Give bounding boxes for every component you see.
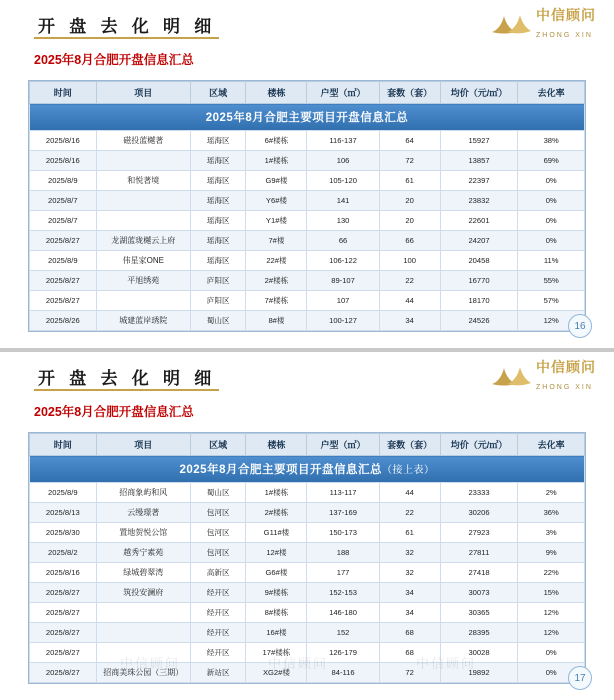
cell-building: 17#楼栋 <box>246 643 307 663</box>
cell-district: 庐阳区 <box>190 291 246 311</box>
cell-sell-rate: 11% <box>518 251 585 271</box>
cell-building: 7#楼 <box>246 231 307 251</box>
cell-price: 22601 <box>440 211 518 231</box>
cell-building: 7#楼栋 <box>246 291 307 311</box>
cell-district: 经开区 <box>190 583 246 603</box>
table-row <box>30 503 585 523</box>
cell-unit-type: 105-120 <box>307 171 379 191</box>
cell-price: 23333 <box>440 483 518 503</box>
cell-district: 蜀山区 <box>190 311 246 331</box>
cell-units: 64 <box>379 131 440 151</box>
table-header-row <box>30 82 585 104</box>
cell-building: G11#楼 <box>246 523 307 543</box>
cell-time: 2025/8/27 <box>30 643 97 663</box>
cell-unit-type: 137-169 <box>307 503 379 523</box>
title-divider <box>34 389 219 391</box>
cell-project: 和悦著境 <box>96 171 190 191</box>
cell-time: 2025/8/2 <box>30 543 97 563</box>
cell-sell-rate: 69% <box>518 151 585 171</box>
cell-district: 高新区 <box>190 563 246 583</box>
cell-sell-rate: 9% <box>518 543 585 563</box>
cell-district: 新站区 <box>190 663 246 683</box>
cell-time: 2025/8/9 <box>30 251 97 271</box>
cell-sell-rate: 0% <box>518 663 585 683</box>
col-building: 楼栋 <box>246 434 307 456</box>
data-table-container <box>28 80 586 332</box>
table-row <box>30 603 585 623</box>
cell-project: 绿城碧翠湾 <box>96 563 190 583</box>
cell-time: 2025/8/27 <box>30 583 97 603</box>
table-row <box>30 583 585 603</box>
col-units: 套数（套） <box>379 434 440 456</box>
cell-units: 20 <box>379 211 440 231</box>
cell-project: 平旭绣苑 <box>96 271 190 291</box>
cell-project: 招商美珠公园（三期） <box>96 663 190 683</box>
cell-price: 28395 <box>440 623 518 643</box>
cell-time: 2025/8/27 <box>30 271 97 291</box>
cell-time: 2025/8/27 <box>30 231 97 251</box>
cell-building: 1#楼栋 <box>246 483 307 503</box>
cell-price: 20458 <box>440 251 518 271</box>
open-sales-table-2 <box>29 433 585 683</box>
brand-name-cn: 中信顾问 <box>536 361 596 376</box>
cell-units: 68 <box>379 623 440 643</box>
col-time: 时间 <box>30 434 97 456</box>
cell-time: 2025/8/27 <box>30 663 97 683</box>
brand-logo <box>488 8 596 42</box>
cell-units: 100 <box>379 251 440 271</box>
cell-price: 30028 <box>440 643 518 663</box>
col-unit-type: 户型（㎡） <box>307 434 379 456</box>
cell-building: 8#楼栋 <box>246 603 307 623</box>
brand-logo <box>488 360 596 394</box>
cell-price: 27923 <box>440 523 518 543</box>
cell-time: 2025/8/27 <box>30 291 97 311</box>
cell-sell-rate: 0% <box>518 231 585 251</box>
table-row <box>30 251 585 271</box>
col-time: 时间 <box>30 82 97 104</box>
table-row <box>30 663 585 683</box>
cell-building: 8#楼 <box>246 311 307 331</box>
cell-sell-rate: 0% <box>518 211 585 231</box>
table-row <box>30 291 585 311</box>
cell-unit-type: 126-179 <box>307 643 379 663</box>
cell-district: 瑶海区 <box>190 191 246 211</box>
page-title: 开 盘 去 化 明 细 <box>38 17 217 36</box>
cell-sell-rate: 15% <box>518 583 585 603</box>
cell-district: 经开区 <box>190 623 246 643</box>
cell-district: 蜀山区 <box>190 483 246 503</box>
slide-header <box>0 352 614 398</box>
cell-time: 2025/8/16 <box>30 563 97 583</box>
cell-sell-rate: 3% <box>518 523 585 543</box>
zhongxin-flame-logo-icon <box>488 12 532 38</box>
table-row <box>30 623 585 643</box>
cell-project <box>96 623 190 643</box>
table-title-suffix: （接上表） <box>381 465 435 476</box>
page-number-badge: 16 <box>568 314 592 338</box>
cell-sell-rate: 57% <box>518 291 585 311</box>
table-row <box>30 151 585 171</box>
cell-district: 经开区 <box>190 603 246 623</box>
col-district: 区域 <box>190 434 246 456</box>
table-title-row <box>30 456 585 483</box>
cell-district: 包河区 <box>190 543 246 563</box>
cell-units: 34 <box>379 311 440 331</box>
cell-project: 置地贺悦公馆 <box>96 523 190 543</box>
cell-unit-type: 188 <box>307 543 379 563</box>
cell-price: 23832 <box>440 191 518 211</box>
cell-unit-type: 116-137 <box>307 131 379 151</box>
cell-project <box>96 291 190 311</box>
table-title: 2025年8月合肥主要项目开盘信息汇总 <box>179 464 382 476</box>
table-row <box>30 271 585 291</box>
cell-district: 经开区 <box>190 643 246 663</box>
cell-project <box>96 643 190 663</box>
cell-sell-rate: 38% <box>518 131 585 151</box>
cell-time: 2025/8/7 <box>30 211 97 231</box>
cell-building: 6#楼栋 <box>246 131 307 151</box>
cell-building: Y1#楼 <box>246 211 307 231</box>
cell-price: 13857 <box>440 151 518 171</box>
cell-project: 筑投安澜府 <box>96 583 190 603</box>
cell-units: 34 <box>379 583 440 603</box>
cell-price: 19892 <box>440 663 518 683</box>
cell-project: 城建蓝岸琇院 <box>96 311 190 331</box>
cell-price: 24526 <box>440 311 518 331</box>
cell-sell-rate: 12% <box>518 623 585 643</box>
title-divider <box>34 37 219 39</box>
table-row <box>30 563 585 583</box>
cell-time: 2025/8/9 <box>30 483 97 503</box>
cell-building: 9#楼栋 <box>246 583 307 603</box>
brand-name-en: ZHONG XIN <box>536 31 593 39</box>
table-title: 2025年8月合肥主要项目开盘信息汇总 <box>205 112 409 124</box>
col-sell-rate: 去化率 <box>518 82 585 104</box>
cell-project: 龙湖蓝珑樾云上府 <box>96 231 190 251</box>
cell-unit-type: 150-173 <box>307 523 379 543</box>
cell-units: 68 <box>379 643 440 663</box>
cell-unit-type: 152 <box>307 623 379 643</box>
cell-unit-type: 113-117 <box>307 483 379 503</box>
cell-project: 越秀宁素苑 <box>96 543 190 563</box>
cell-unit-type: 177 <box>307 563 379 583</box>
cell-sell-rate: 0% <box>518 643 585 663</box>
table-row <box>30 171 585 191</box>
cell-unit-type: 89-107 <box>307 271 379 291</box>
cell-unit-type: 130 <box>307 211 379 231</box>
col-district: 区域 <box>190 82 246 104</box>
cell-units: 72 <box>379 663 440 683</box>
section-subtitle: 2025年8月合肥开盘信息汇总 <box>34 53 194 67</box>
open-sales-table-1 <box>29 81 585 331</box>
cell-sell-rate: 12% <box>518 603 585 623</box>
cell-units: 22 <box>379 503 440 523</box>
cell-building: G9#楼 <box>246 171 307 191</box>
col-project: 项目 <box>96 434 190 456</box>
cell-building: 16#楼 <box>246 623 307 643</box>
cell-price: 15927 <box>440 131 518 151</box>
cell-price: 16770 <box>440 271 518 291</box>
cell-time: 2025/8/26 <box>30 311 97 331</box>
table-row <box>30 643 585 663</box>
cell-project: 伟星家ONE <box>96 251 190 271</box>
col-building: 楼栋 <box>246 82 307 104</box>
cell-district: 瑶海区 <box>190 151 246 171</box>
cell-units: 72 <box>379 151 440 171</box>
cell-project: 招商象屿和风 <box>96 483 190 503</box>
cell-price: 27811 <box>440 543 518 563</box>
cell-sell-rate: 0% <box>518 171 585 191</box>
cell-district: 瑶海区 <box>190 171 246 191</box>
table-row <box>30 231 585 251</box>
cell-project: 磁投蓝樾著 <box>96 131 190 151</box>
cell-units: 22 <box>379 271 440 291</box>
cell-units: 20 <box>379 191 440 211</box>
cell-building: XG2#楼 <box>246 663 307 683</box>
col-project: 项目 <box>96 82 190 104</box>
cell-district: 包河区 <box>190 503 246 523</box>
col-units: 套数（套） <box>379 82 440 104</box>
cell-units: 44 <box>379 483 440 503</box>
cell-price: 30073 <box>440 583 518 603</box>
cell-building: Y6#楼 <box>246 191 307 211</box>
cell-unit-type: 152-153 <box>307 583 379 603</box>
slide-page-16 <box>0 0 614 348</box>
table-row <box>30 543 585 563</box>
cell-unit-type: 106 <box>307 151 379 171</box>
brand-name-cn: 中信顾问 <box>536 9 596 24</box>
cell-unit-type: 146-180 <box>307 603 379 623</box>
cell-district: 瑶海区 <box>190 251 246 271</box>
cell-units: 61 <box>379 171 440 191</box>
cell-time: 2025/8/13 <box>30 503 97 523</box>
cell-units: 34 <box>379 603 440 623</box>
cell-building: 2#楼栋 <box>246 503 307 523</box>
table-title-row <box>30 104 585 131</box>
cell-time: 2025/8/9 <box>30 171 97 191</box>
zhongxin-flame-logo-icon <box>488 364 532 390</box>
cell-district: 瑶海区 <box>190 131 246 151</box>
cell-building: 2#楼栋 <box>246 271 307 291</box>
table-header-row <box>30 434 585 456</box>
cell-units: 32 <box>379 563 440 583</box>
table-row <box>30 131 585 151</box>
table-row <box>30 523 585 543</box>
cell-unit-type: 106-122 <box>307 251 379 271</box>
cell-district: 瑶海区 <box>190 211 246 231</box>
cell-sell-rate: 22% <box>518 563 585 583</box>
col-sell-rate: 去化率 <box>518 434 585 456</box>
cell-sell-rate: 12% <box>518 311 585 331</box>
table-row <box>30 311 585 331</box>
col-price: 均价（元/㎡） <box>440 82 518 104</box>
cell-project <box>96 603 190 623</box>
cell-district: 瑶海区 <box>190 231 246 251</box>
cell-unit-type: 84-116 <box>307 663 379 683</box>
cell-units: 32 <box>379 543 440 563</box>
cell-project <box>96 191 190 211</box>
cell-price: 30365 <box>440 603 518 623</box>
cell-sell-rate: 36% <box>518 503 585 523</box>
cell-sell-rate: 2% <box>518 483 585 503</box>
cell-time: 2025/8/16 <box>30 151 97 171</box>
cell-units: 44 <box>379 291 440 311</box>
cell-unit-type: 107 <box>307 291 379 311</box>
cell-project <box>96 151 190 171</box>
cell-time: 2025/8/27 <box>30 623 97 643</box>
cell-unit-type: 141 <box>307 191 379 211</box>
page-title: 开 盘 去 化 明 细 <box>38 369 217 388</box>
col-price: 均价（元/㎡） <box>440 434 518 456</box>
cell-units: 61 <box>379 523 440 543</box>
cell-units: 66 <box>379 231 440 251</box>
cell-unit-type: 100-127 <box>307 311 379 331</box>
cell-sell-rate: 55% <box>518 271 585 291</box>
page-number-badge: 17 <box>568 666 592 690</box>
cell-district: 包河区 <box>190 523 246 543</box>
table-row <box>30 191 585 211</box>
cell-price: 18170 <box>440 291 518 311</box>
cell-building: G6#楼 <box>246 563 307 583</box>
cell-unit-type: 66 <box>307 231 379 251</box>
cell-project <box>96 211 190 231</box>
slide-header <box>0 0 614 46</box>
cell-time: 2025/8/7 <box>30 191 97 211</box>
cell-price: 22397 <box>440 171 518 191</box>
table-row <box>30 211 585 231</box>
brand-name-en: ZHONG XIN <box>536 383 593 391</box>
data-table-container <box>28 432 586 684</box>
slide-page-17 <box>0 352 614 700</box>
cell-time: 2025/8/27 <box>30 603 97 623</box>
cell-time: 2025/8/16 <box>30 131 97 151</box>
cell-price: 24207 <box>440 231 518 251</box>
table-row <box>30 483 585 503</box>
cell-sell-rate: 0% <box>518 191 585 211</box>
cell-district: 庐阳区 <box>190 271 246 291</box>
cell-price: 27418 <box>440 563 518 583</box>
cell-building: 22#楼 <box>246 251 307 271</box>
section-subtitle: 2025年8月合肥开盘信息汇总 <box>34 405 194 419</box>
cell-building: 12#楼 <box>246 543 307 563</box>
cell-time: 2025/8/30 <box>30 523 97 543</box>
cell-building: 1#楼栋 <box>246 151 307 171</box>
cell-price: 30206 <box>440 503 518 523</box>
col-unit-type: 户型（㎡） <box>307 82 379 104</box>
cell-project: 云缦璟著 <box>96 503 190 523</box>
